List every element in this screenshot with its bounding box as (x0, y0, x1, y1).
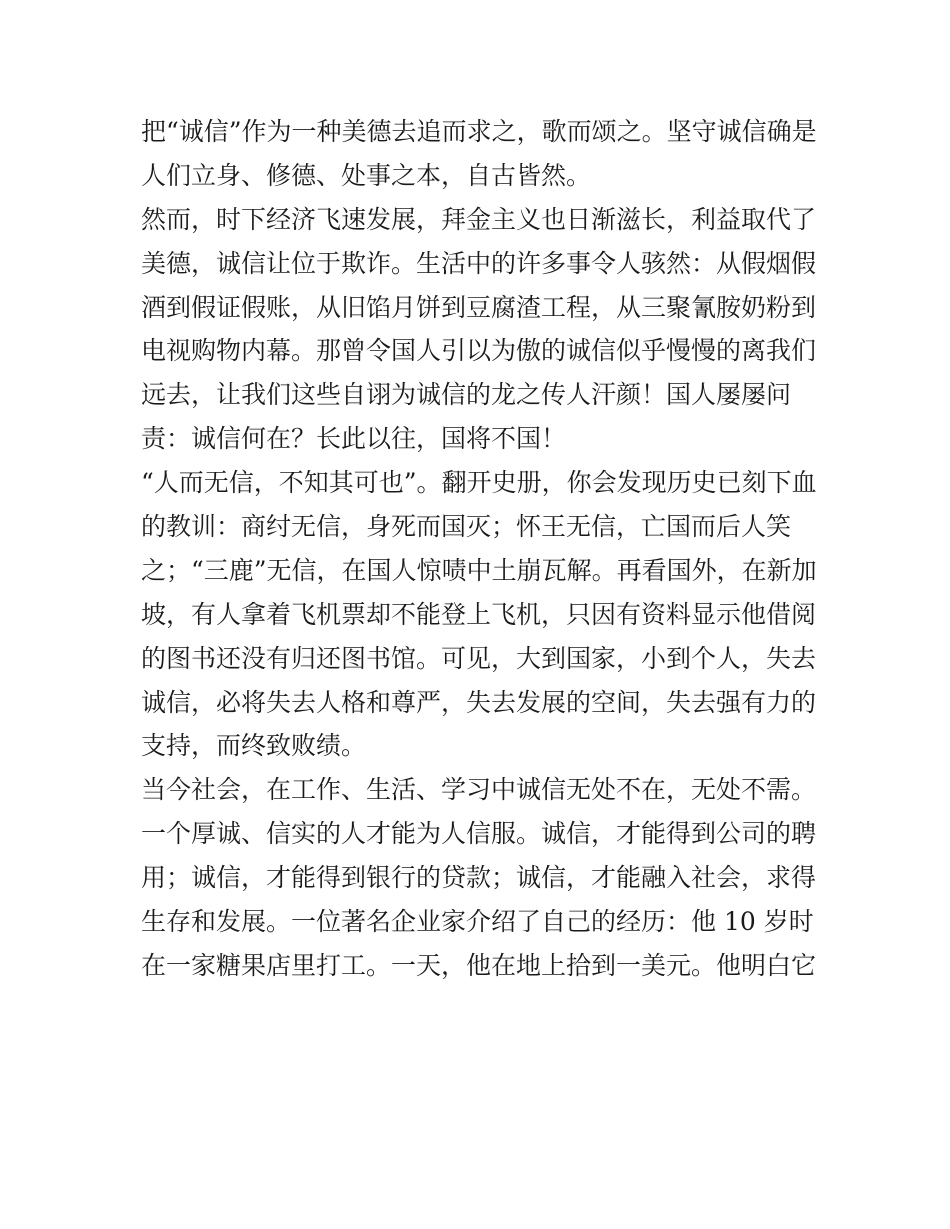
text-line: 的图书还没有归还图书馆。可见，大到国家，小到个人，失去 (141, 643, 817, 673)
text-line: 美德，诚信让位于欺诈。生活中的许多事令人骇然：从假烟假 (141, 248, 817, 278)
text-line: 一个厚诚、信实的人才能为人信服。诚信，才能得到公司的聘 (141, 819, 817, 849)
text-line: 电视购物内幕。那曾令国人引以为傲的诚信似乎慢慢的离我们 (141, 336, 817, 366)
text-line: 然而，时下经济飞速发展，拜金主义也日渐滋长，利益取代了 (141, 204, 817, 234)
text-line: 远去，让我们这些自诩为诚信的龙之传人汗颜！国人屡屡问 (141, 380, 792, 410)
text-line: “人而无信，不知其可也”。翻开史册，你会发现历史已刻下血 (141, 468, 817, 498)
text-line: 把“诚信”作为一种美德去追而求之，歌而颂之。坚守诚信确是 (141, 117, 817, 146)
text-line: 支持，而终致败绩。 (141, 731, 367, 761)
text-line: 当今社会，在工作、生活、学习中诚信无处不在，无处不需。 (141, 775, 817, 805)
text-line: 生存和发展。一位著名企业家介绍了自己的经历：他 10 岁时 (141, 907, 814, 937)
text-line: 诚信，必将失去人格和尊严，失去发展的空间，失去强有力的 (141, 687, 817, 717)
text-line: 责：诚信何在？长此以往，国将不国！ (141, 424, 567, 454)
text-line: 用；诚信，才能得到银行的贷款；诚信，才能融入社会，求得 (141, 863, 817, 893)
text-line: 在一家糖果店里打工。一天，他在地上拾到一美元。他明白它 (141, 950, 817, 980)
text-line: 人们立身、修德、处事之本，自古皆然。 (141, 160, 592, 190)
document-body (141, 110, 821, 988)
text-line: 的教训：商纣无信，身死而国灭；怀王无信，亡国而后人笑 (141, 512, 792, 542)
text-line: 酒到假证假账，从旧馅月饼到豆腐渣工程，从三聚氰胺奶粉到 (141, 292, 817, 322)
text-line: 之；“三鹿”无信，在国人惊啧中土崩瓦解。再看国外，在新加 (141, 555, 817, 585)
text-line: 坡，有人拿着飞机票却不能登上飞机，只因有资料显示他借阅 (141, 599, 817, 629)
